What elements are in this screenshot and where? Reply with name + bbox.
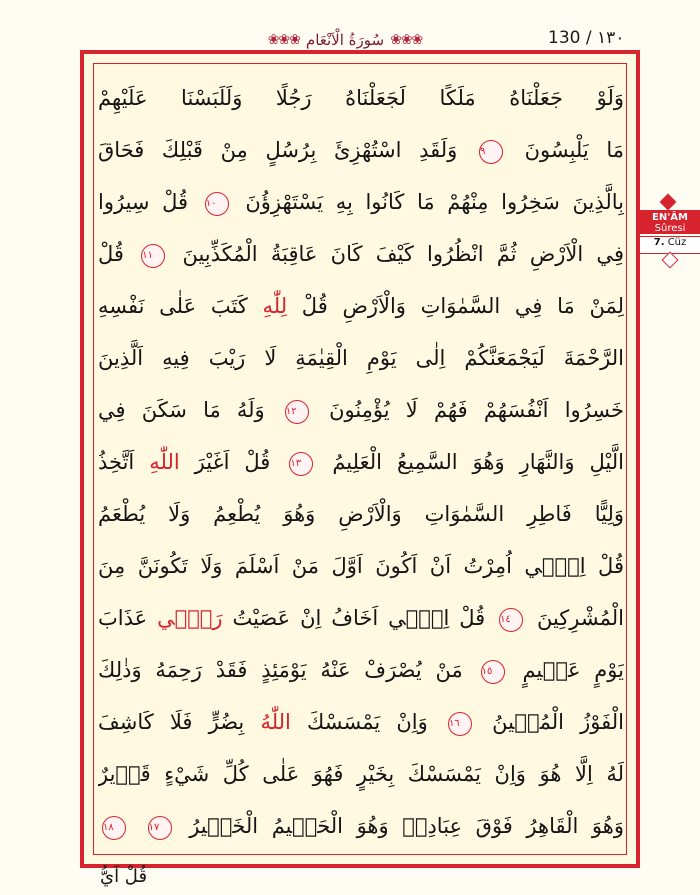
- verse-text: بِالَّذِينَ سَخِرُوا مِنْهُمْ مَا كَانُوا بِهِ يَسْتَهْزِؤُنَ: [245, 190, 624, 214]
- ayah-marker: ١١: [141, 244, 165, 268]
- ornament-left-icon: ❀❀❀: [267, 32, 300, 48]
- verse-text: الرَّحْمَةَ لَيَجْمَعَنَّكُمْ اِلٰى يَوْمِ الْقِيٰمَةِ لَا رَيْبَ فِيهِ اَلَّذِينَ: [98, 346, 624, 370]
- ornament-right-icon: ❀❀❀: [390, 32, 423, 48]
- catch-word: قُلْ اَيُّ: [100, 866, 148, 887]
- surah-name: سُورَةُ الْاَنْعَامِ: [305, 31, 385, 49]
- ayah-marker: ٩: [479, 140, 503, 164]
- verse-text: الَّيْلِ وَالنَّهَارِ وَهُوَ السَّمِيعُ الْعَلِيمُ: [332, 450, 624, 474]
- side-label-line2: Sûresi: [654, 223, 686, 234]
- verse-text: وَلَقَدِ اسْتُهْزِئَ بِرُسُلٍ مِنْ قَبْلِكَ فَحَاقَ: [98, 138, 458, 162]
- text-line: [98, 800, 624, 852]
- surah-side-label[interactable]: [640, 196, 700, 258]
- verse-text: الْمُشْرِكِينَ: [536, 606, 624, 630]
- verse-text: قُلْ اَغَيْرَ: [179, 450, 271, 474]
- verse-text: قُلْ: [98, 242, 124, 266]
- diamond-icon: [660, 194, 677, 211]
- text-line: [98, 228, 624, 280]
- side-label-line1: EN'ÂM: [652, 212, 688, 223]
- divine-name: اللّٰهُ: [260, 710, 291, 734]
- text-line: [98, 384, 624, 436]
- juz-word: Cüz: [667, 237, 687, 248]
- verse-text: وَلَهُ مَا سَكَنَ فِي: [98, 398, 265, 422]
- text-line: [98, 280, 624, 332]
- juz-number: 7.: [653, 237, 665, 248]
- side-label-title: [640, 210, 700, 234]
- text-line: [98, 436, 624, 488]
- surah-title: [210, 28, 480, 52]
- verse-text: مَنْ يُصْرَفْ عَنْهُ يَوْمَئِذٍ فَقَدْ رَحِمَهُ وَذٰلِكَ: [98, 658, 463, 682]
- text-line: [98, 72, 624, 124]
- verse-text: اَتَّخِذُ: [98, 450, 135, 474]
- ayah-marker: ١٥: [481, 660, 505, 684]
- text-line: [98, 592, 624, 644]
- verse-text: قُلْ سِيرُوا: [98, 190, 189, 214]
- text-line: [98, 644, 624, 696]
- verse-text: فِي الْاَرْضِ ثُمَّ انْظُرُوا كَيْفَ كَانَ عَاقِبَةُ الْمُكَذِّبِينَ: [182, 242, 624, 266]
- verse-text: يَوْمٍ عَظ۪يمٍ: [522, 658, 624, 682]
- divine-name: رَبّ۪ي: [157, 606, 223, 630]
- ayah-marker: ١٣: [289, 452, 313, 476]
- text-line: [98, 540, 624, 592]
- verse-text: وَلِيًّا فَاطِرِ السَّمٰوَاتِ وَالْاَرْضِ وَهُوَ يُطْعِمُ وَلَا يُطْعَمُ: [98, 502, 624, 526]
- text-line: [98, 748, 624, 800]
- verse-text: وَهُوَ الْقَاهِرُ فَوْقَ عِبَادِه۪ وَهُوَ الْحَك۪يمُ الْخَب۪يرُ: [189, 814, 624, 838]
- side-tail-icon: [662, 252, 679, 269]
- verse-text: خَسِرُوا اَنْفُسَهُمْ فَهُمْ لَا يُؤْمِنُونَ: [329, 398, 624, 422]
- page-number: 130 / ١٣٠: [548, 28, 625, 48]
- text-line: [98, 176, 624, 228]
- ayah-marker: ١٧: [148, 816, 172, 840]
- verse-text: لِمَنْ مَا فِي السَّمٰوَاتِ وَالْاَرْضِ قُلْ: [287, 294, 624, 318]
- verse-text: بِضُرٍّ فَلَا كَاشِفَ: [98, 710, 245, 734]
- ayah-marker: ١٢: [285, 400, 309, 424]
- text-line: [98, 696, 624, 748]
- verse-text: عَذَابَ: [98, 606, 148, 630]
- quran-text: [98, 72, 624, 852]
- page-header: [0, 0, 700, 56]
- verse-text: الْفَوْزُ الْمُب۪ينُ: [492, 710, 624, 734]
- divine-name: اللّٰهِ: [149, 450, 180, 474]
- verse-text: لَهُ اِلَّا هُوَ وَاِنْ يَمْسَسْكَ بِخَيْرٍ فَهُوَ عَلٰى كُلِّ شَيْءٍ قَد۪يرٌ: [98, 762, 624, 786]
- verse-text: قُلْ اِنّ۪ي اَخَافُ اِنْ عَصَيْتُ: [222, 606, 486, 630]
- text-line: [98, 332, 624, 384]
- verse-text: مَا يَلْبِسُونَ: [524, 138, 624, 162]
- text-line: [98, 488, 624, 540]
- ayah-marker: ١٤: [499, 608, 523, 632]
- ayah-marker: ١٠: [205, 192, 229, 216]
- verse-text: وَلَوْ جَعَلْنَاهُ مَلَكًا لَجَعَلْنَاهُ رَجُلًا وَلَلَبَسْنَا عَلَيْهِمْ: [98, 86, 624, 110]
- text-line: [98, 124, 624, 176]
- verse-text: وَاِنْ يَمْسَسْكَ: [290, 710, 428, 734]
- ayah-marker: ١٦: [448, 712, 472, 736]
- divine-name: لِلّٰهِ: [262, 294, 288, 318]
- verse-text: كَتَبَ عَلٰى نَفْسِهِ: [98, 294, 248, 318]
- ayah-marker: ١٨: [102, 816, 126, 840]
- verse-text: قُلْ اِنّ۪ي اُمِرْتُ اَنْ اَكُونَ اَوَّلَ مَنْ اَسْلَمَ وَلَا تَكُونَنَّ مِنَ: [98, 554, 624, 578]
